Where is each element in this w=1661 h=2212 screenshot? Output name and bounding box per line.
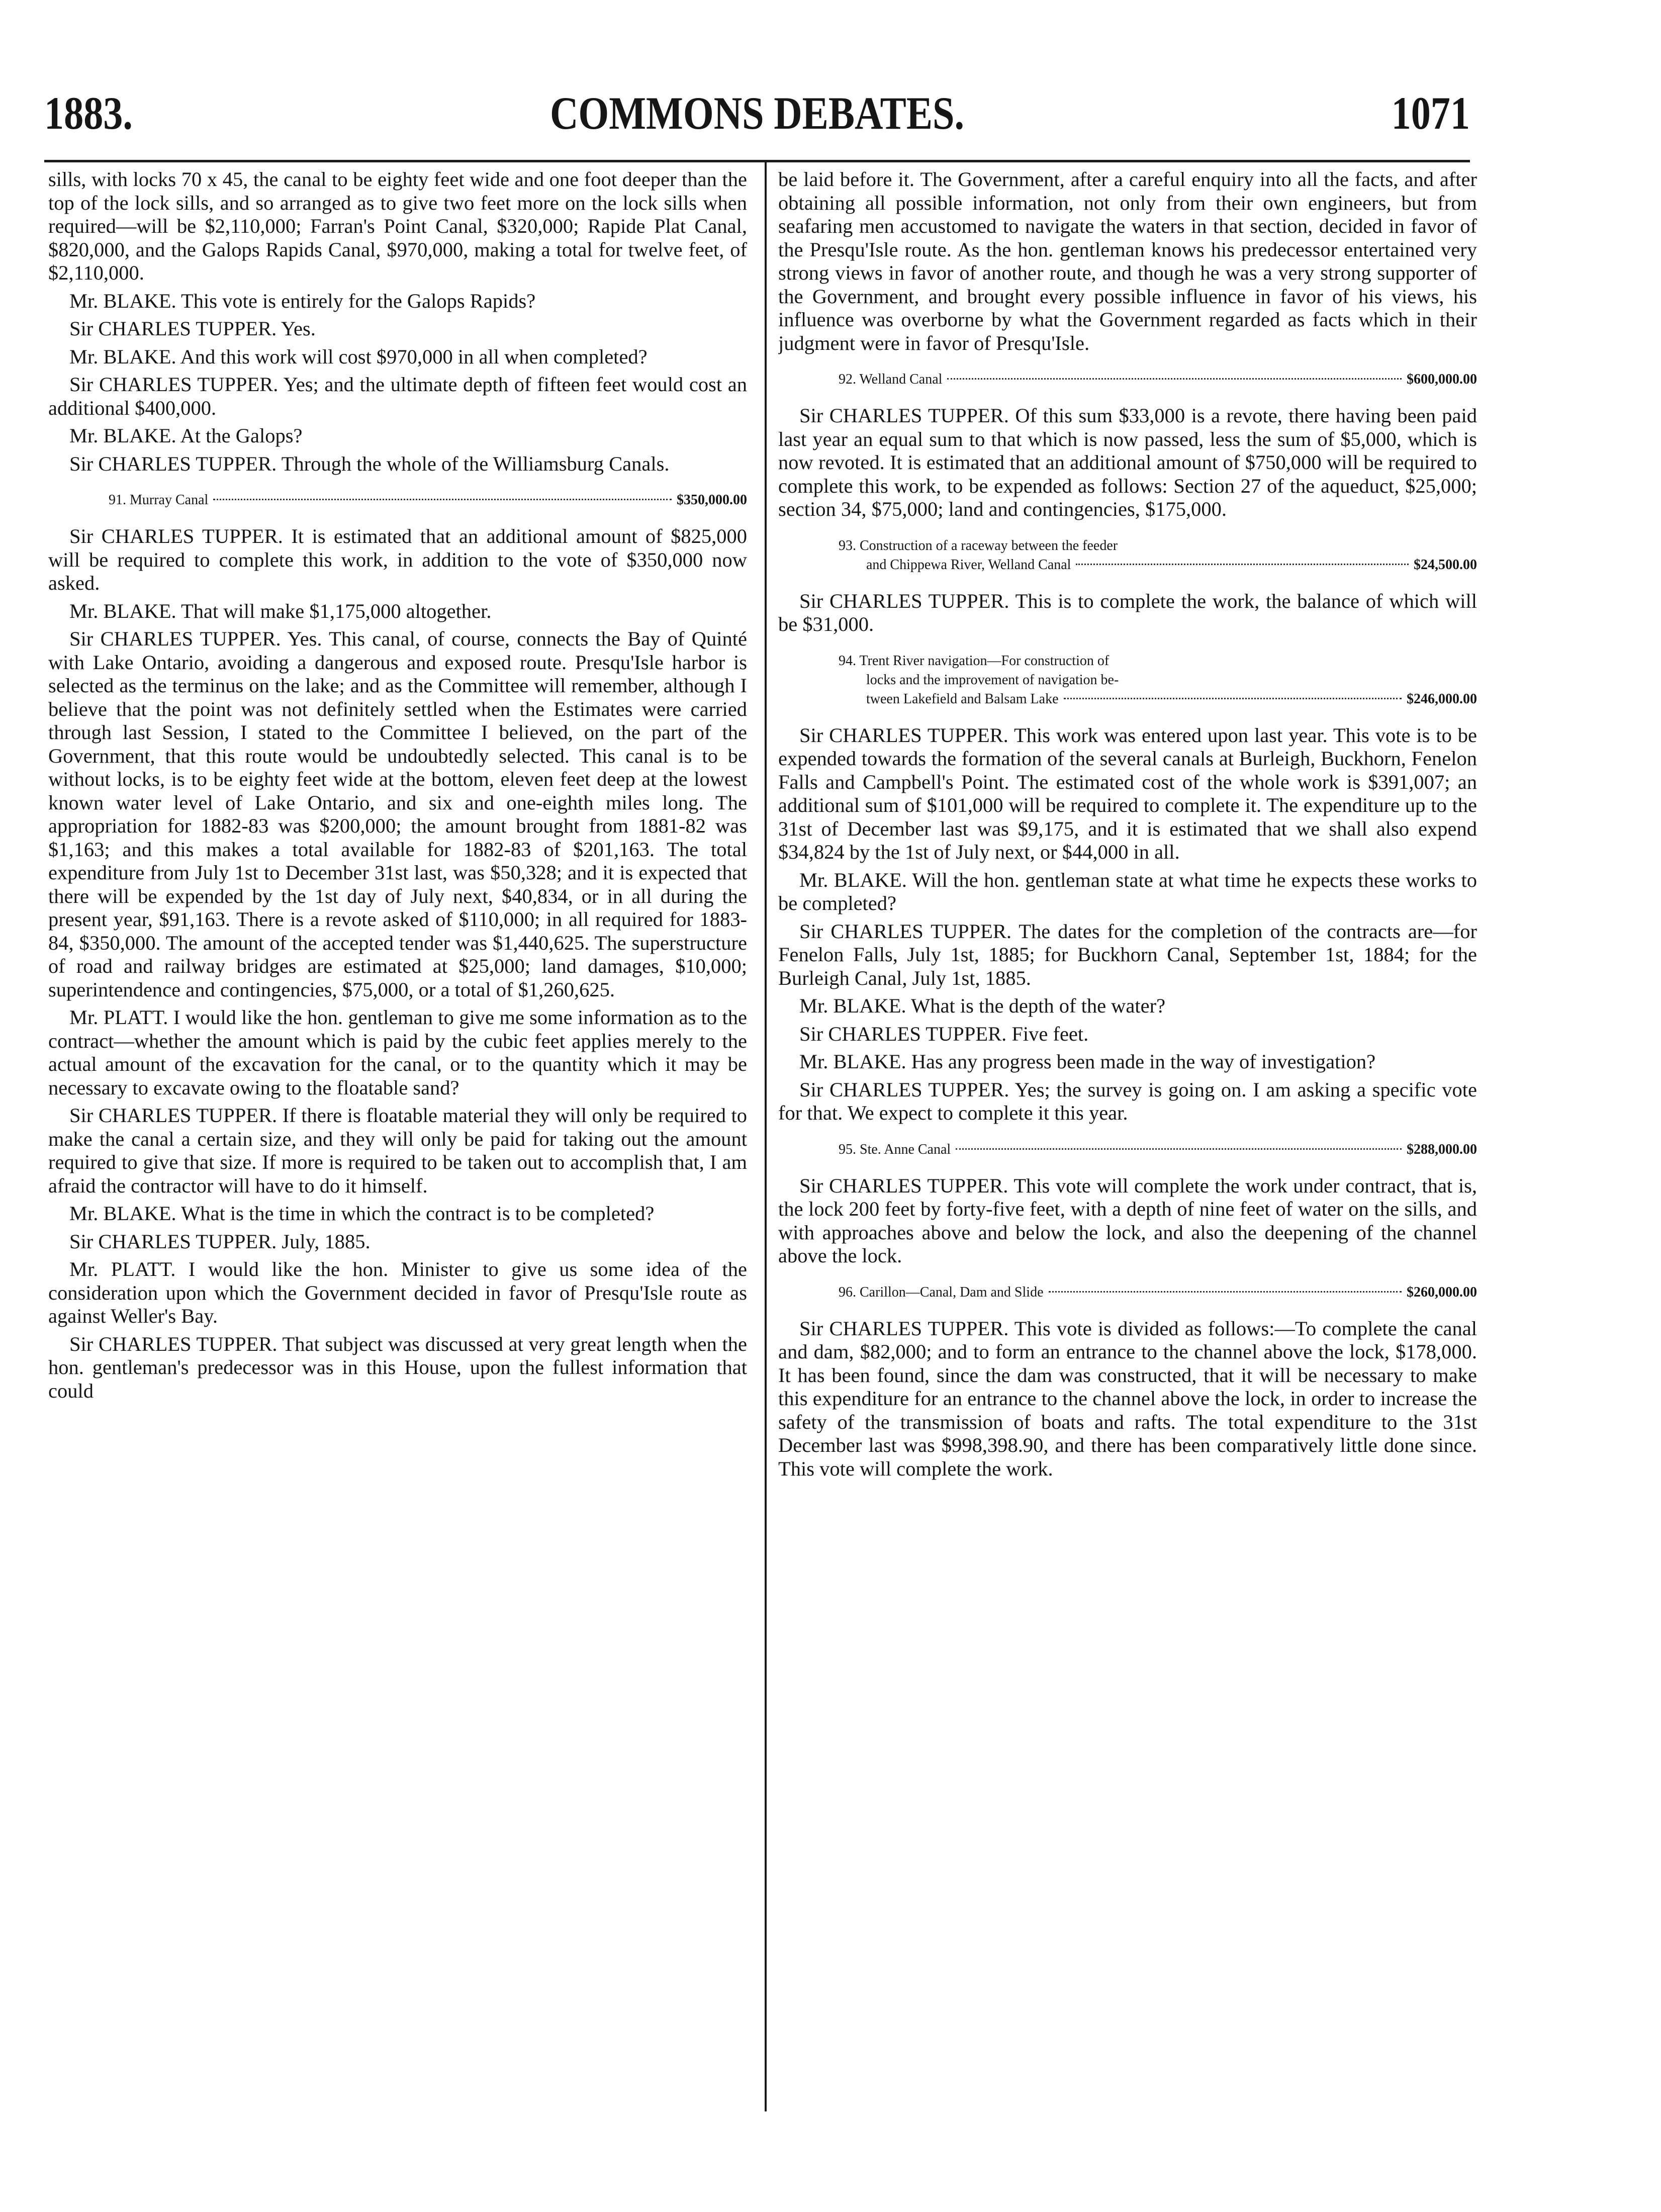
speech: This vote is entirely for the Galops Rapids? <box>181 289 536 312</box>
estimate-item-94 <box>778 652 1477 709</box>
header-year: 1883. <box>44 87 133 139</box>
speech: The dates for the completion of the contracts are—for Fenelon Falls, July 1st, 1885; for Buckhorn Canal, September 1st, 1884; for the Burleigh Canal, July 1st, 1885. <box>778 919 1477 989</box>
estimate-item-92 <box>778 370 1477 389</box>
speaker: Sir CHARLES TUPPER. <box>69 317 277 340</box>
estimate-item-95 <box>778 1140 1477 1159</box>
speaker: Sir CHARLES TUPPER. <box>799 1174 1008 1197</box>
speech: This is to complete the work, the balance of which will be $31,000. <box>778 589 1477 635</box>
estimate-item-93 <box>778 536 1477 575</box>
paragraph: be laid before it. The Government, after a careful enquiry into all the facts, and after obtaining all possible information, not only from their own engineers, but from seafaring men accustomed to navigate the waters in that section, decided in favor of the Presqu'Isle route. As the hon. gentleman knows his predecessor entertained very strong views in favor of another route, and though he was a very strong supporter of the Government, and brought every possible influence in favor of his views, his influence was overborne by what the Government regarded as facts which in their judgment were in favor of Presqu'Isle. <box>778 168 1477 354</box>
speech: I would like the hon. gentleman to give me some information as to the contract—whether the amount which is paid by the cubic feet applies merely to the actual amount of the excavation for the canal, or to the quantity which it may be necessary to excavate owing to the floatable sand? <box>48 1006 747 1099</box>
paragraph <box>778 1078 1477 1125</box>
paragraph <box>48 290 747 313</box>
paragraph <box>778 994 1477 1018</box>
paragraph <box>48 1104 747 1197</box>
estimate-item-amount: $246,000.00 <box>1407 691 1477 707</box>
paragraph <box>48 1230 747 1254</box>
speech: Yes. This canal, of course, connects the Bay of Quinté with Lake Ontario, avoiding a dangerous and exposed route. Presqu'Isle harbor is selected as the terminus on the lake; and as the Committee will remember, although I believe that the point was not definitely settled when the Estimates were carried through last Session, I stated to the Committee I believed, on the part of the Government, that this route would be undoubtedly selected. This canal is to be without locks, is to be eighty feet wide at the bottom, eleven feet deep at the lowest known water level of Lake Ontario, and six and one-eighth miles long. The appropriation for 1882-83 was $200,000; the amount brought from 1881-82 was $1,163; and this makes a total available for 1882-83 of $201,163. The total expenditure from July 1st to December 31st last, was $50,328; and it is expected that there will be expended by the 1st day of July next, $40,834, or in all during the present year, $91,163. There is a revote asked of $110,000; in all required for 1883-84, $350,000. The amount of the accepted tender was $1,440,625. The superstructure of road and railway bridges are estimated at $25,000; land damages, $10,000; superintendence and contingencies, $75,000, or a total of $1,260,625. <box>48 627 747 1001</box>
page-header <box>44 85 1470 146</box>
speech: This vote will complete the work under contract, that is, the lock 200 feet by forty-five feet, with a depth of nine feet of water on the sills, and with approaches above and below the lock, and also the deepening of the channel above the lock. <box>778 1174 1477 1267</box>
paragraph <box>48 600 747 623</box>
leader-dots <box>213 499 672 500</box>
speech: Five feet. <box>1011 1022 1089 1045</box>
speaker: Sir CHARLES TUPPER. <box>799 1022 1007 1045</box>
paragraph <box>778 1317 1477 1481</box>
estimate-item-amount: $350,000.00 <box>677 492 747 508</box>
speech: This work was entered upon last year. This vote is to be expended towards the formation of the several canals at Burleigh, Buckhorn, Fenelon Falls and Campbell's Point. The estimated cost of the whole work is $391,007; an additional sum of $101,000 will be required to complete it. The expenditure up to the 31st of December last was $9,175, and it is estimated that we shall also expend $34,824 by the 1st of July next, or $44,000 in all. <box>778 723 1477 863</box>
estimate-item-label: locks and the improvement of navigation be- <box>866 672 1119 688</box>
leader-dots <box>1049 1291 1402 1293</box>
estimate-item-amount: $600,000.00 <box>1407 372 1477 387</box>
speaker: Mr. BLAKE. <box>799 1050 906 1073</box>
estimate-item-label: 92. Welland Canal <box>839 372 943 387</box>
speaker: Mr. BLAKE. <box>799 868 907 891</box>
speech: I would like the hon. Minister to give us some idea of the consideration upon which the Government decided in favor of Presqu'Isle route as against Weller's Bay. <box>48 1258 747 1327</box>
speech: Has any progress been made in the way of investigation? <box>911 1050 1376 1073</box>
speech: That subject was discussed at very great length when the hon. gentleman's predecessor was in this House, upon the fullest information that could <box>48 1332 747 1402</box>
speech: That will make $1,175,000 altogether. <box>181 599 492 622</box>
speaker: Sir CHARLES TUPPER. <box>69 373 279 396</box>
estimate-item-label: 93. Construction of a raceway between the feeder <box>839 537 1118 554</box>
estimate-item-96 <box>778 1283 1477 1302</box>
paragraph <box>48 1333 747 1403</box>
estimate-item-amount: $260,000.00 <box>1407 1284 1477 1300</box>
paragraph <box>778 404 1477 521</box>
paragraph <box>48 317 747 341</box>
paragraph <box>48 627 747 1001</box>
paragraph: sills, with locks 70 x 45, the canal to be eighty feet wide and one foot deeper than the top of the lock sills, and so arranged as to give two feet more on the lock sills when required—will be $2,110,000; Farran's Point Canal, $320,000; Rapide Plat Canal, $820,000, and the Galops Rapids Canal, $970,000, making a total for twelve feet, of $2,110,000. <box>48 168 747 284</box>
paragraph <box>778 724 1477 864</box>
right-column <box>778 168 1477 2108</box>
speaker: Sir CHARLES TUPPER. <box>69 1104 278 1127</box>
speaker: Mr. BLAKE. <box>69 424 176 447</box>
speaker: Mr. BLAKE. <box>69 345 176 368</box>
estimate-item-label: 94. Trent River navigation—For construction of <box>839 653 1110 669</box>
speech: Will the hon. gentleman state at what time he expects these works to be completed? <box>778 868 1477 914</box>
speaker: Mr. PLATT. <box>69 1006 168 1029</box>
speaker: Mr. BLAKE. <box>69 1202 176 1225</box>
speech: At the Galops? <box>180 424 303 447</box>
paragraph <box>48 424 747 448</box>
speaker: Sir CHARLES TUPPER. <box>799 1078 1009 1101</box>
estimate-item-91 <box>48 491 747 510</box>
leader-dots <box>947 378 1402 380</box>
speech: What is the depth of the water? <box>911 994 1166 1017</box>
paragraph <box>48 1202 747 1226</box>
paragraph <box>48 1258 747 1328</box>
speaker: Mr. BLAKE. <box>799 994 906 1017</box>
speaker: Mr. PLATT. <box>69 1258 176 1280</box>
paragraph <box>778 920 1477 990</box>
speaker: Sir CHARLES TUPPER. <box>69 627 281 650</box>
header-page-number: 1071 <box>1391 87 1470 139</box>
paragraph <box>48 373 747 420</box>
column-separator <box>765 162 767 2111</box>
speech: What is the time in which the contract is to be completed? <box>181 1202 655 1225</box>
header-rule <box>44 160 1470 162</box>
estimate-item-label: tween Lakefield and Balsam Lake <box>866 691 1059 707</box>
speaker: Sir CHARLES TUPPER. <box>69 452 277 475</box>
paragraph <box>778 1023 1477 1046</box>
paragraph <box>48 1006 747 1099</box>
speaker: Mr. BLAKE. <box>69 599 176 622</box>
estimate-item-amount: $24,500.00 <box>1414 557 1477 573</box>
speaker: Sir CHARLES TUPPER. <box>69 525 283 547</box>
paragraph <box>48 525 747 595</box>
estimate-item-label: 96. Carillon—Canal, Dam and Slide <box>839 1284 1044 1300</box>
paragraph <box>48 345 747 369</box>
header-title: COMMONS DEBATES. <box>549 87 965 139</box>
speech: Through the whole of the Williamsburg Canals. <box>281 452 670 475</box>
speaker: Mr. BLAKE. <box>69 289 176 312</box>
speech: It is estimated that an additional amount of $825,000 will be required to complete this work, in addition to the vote of $350,000 now asked. <box>48 525 747 594</box>
estimate-item-label: and Chippewa River, Welland Canal <box>866 557 1071 573</box>
leader-dots <box>956 1148 1402 1150</box>
speaker: Sir CHARLES TUPPER. <box>799 589 1009 612</box>
speech: Of this sum $33,000 is a revote, there having been paid last year an equal sum to that which is now passed, less the sum of $5,000, which is now revoted. It is estimated that an additional amount of $750,000 will be required to complete this work, to be expended as follows: Section 27 of the aqueduct, $25,000; section 34, $75,000; land and contingencies, $175,000. <box>778 404 1477 520</box>
speaker: Sir CHARLES TUPPER. <box>799 404 1009 427</box>
paragraph <box>778 1174 1477 1268</box>
speaker: Sir CHARLES TUPPER. <box>799 723 1008 747</box>
paragraph <box>778 869 1477 915</box>
speaker: Sir CHARLES TUPPER. <box>69 1230 277 1253</box>
paragraph <box>778 590 1477 636</box>
speaker: Sir CHARLES TUPPER. <box>69 1332 278 1355</box>
estimate-item-label: 95. Ste. Anne Canal <box>839 1141 951 1157</box>
paragraph <box>778 1050 1477 1074</box>
speech: July, 1885. <box>282 1230 371 1253</box>
paragraph <box>48 452 747 476</box>
leader-dots <box>1064 698 1402 699</box>
speaker: Sir CHARLES TUPPER. <box>799 919 1011 943</box>
speech: And this work will cost $970,000 in all when completed? <box>180 345 648 368</box>
estimate-item-label: 91. Murray Canal <box>109 492 209 508</box>
speaker: Sir CHARLES TUPPER. <box>799 1317 1009 1340</box>
speech: Yes; and the ultimate depth of fifteen feet would cost an additional $400,000. <box>48 373 747 419</box>
estimate-item-amount: $288,000.00 <box>1407 1141 1477 1157</box>
speech: This vote is divided as follows:—To complete the canal and dam, $82,000; and to form an entrance to the channel above the lock, $178,000. It has been found, since the dam was constructed, that it will be necessary to make this expenditure for an entrance to the channel above the lock, in order to increase the safety of the transmission of boats and rafts. The total expenditure to the 31st December last was $998,398.90, and there has been comparatively little done since. This vote will complete the work. <box>778 1317 1477 1480</box>
left-column <box>48 168 747 2108</box>
leader-dots <box>1076 564 1409 565</box>
speech: Yes. <box>281 317 316 340</box>
speech: Yes; the survey is going on. I am asking a specific vote for that. We expect to complete it this year. <box>778 1078 1477 1124</box>
speech: If there is floatable material they will only be required to make the canal a certain size, and they will only be paid for taking out the amount required to give that size. If more is required to be taken out to accomplish that, I am afraid the contractor will have to do it himself. <box>48 1104 747 1197</box>
